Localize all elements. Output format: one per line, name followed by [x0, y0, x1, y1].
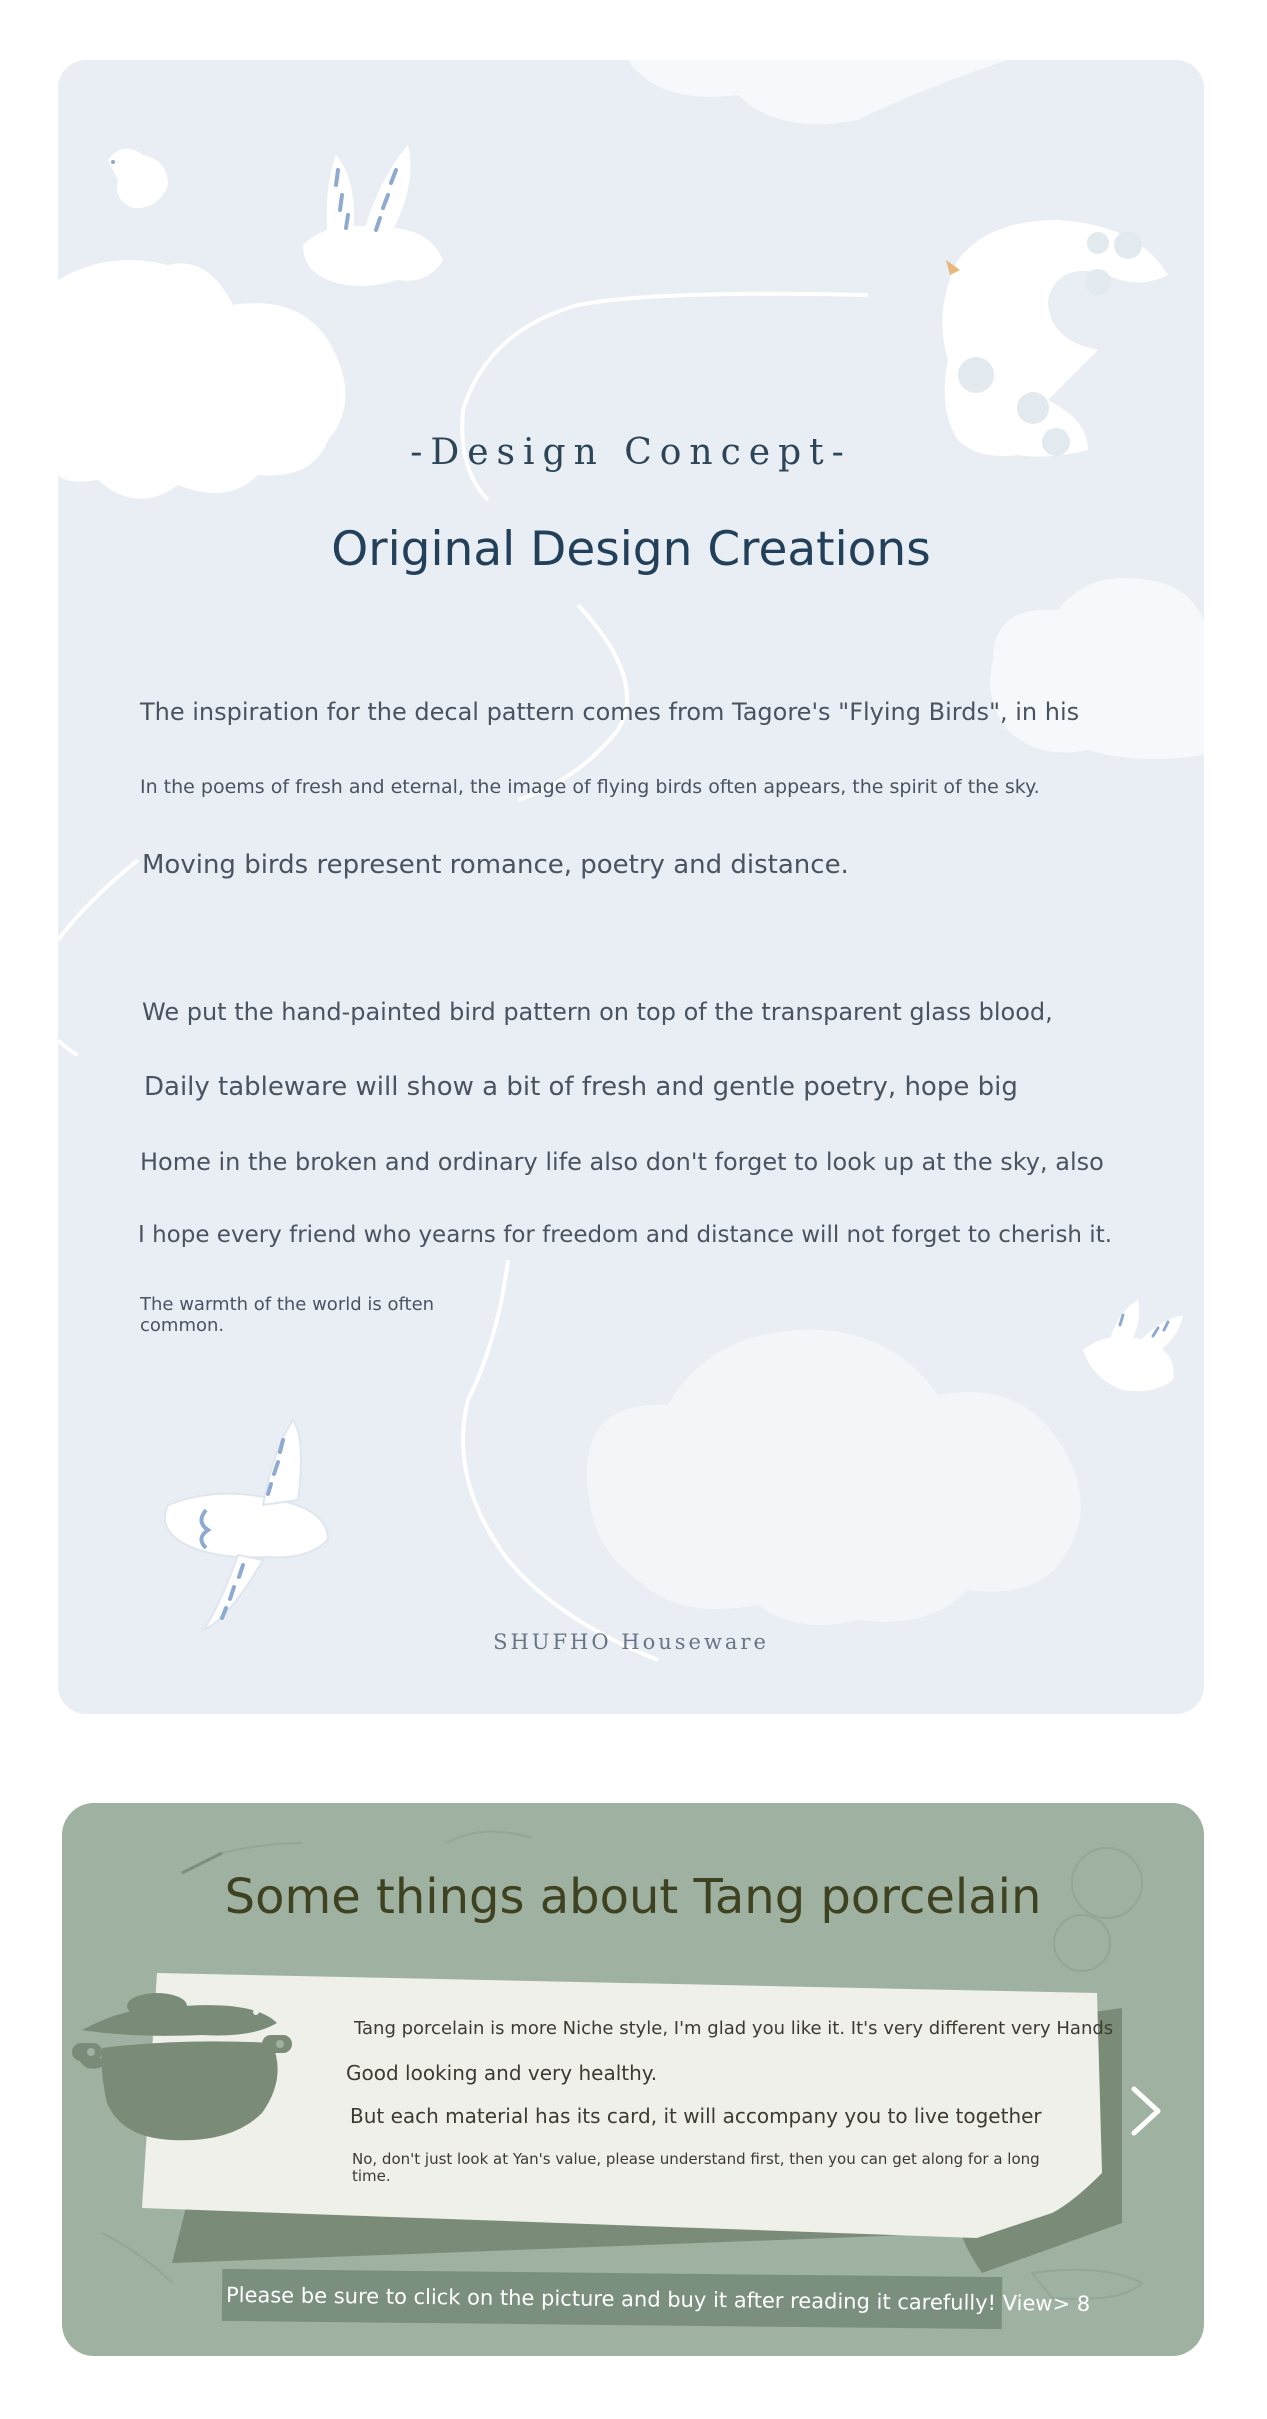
moon-icon [942, 220, 1168, 457]
paragraph: The inspiration for the decal pattern comes from Tagore's "Flying Birds", in his [140, 698, 1080, 726]
paragraph: In the poems of fresh and eternal, the image of flying birds often appears, the spirit of the sky. [140, 776, 1040, 798]
paragraph: No, don't just look at Yan's value, please understand first, then you can get along for a long [352, 2150, 1040, 2168]
cloud-icon [587, 1330, 1081, 1625]
design-concept-card [58, 60, 1204, 1714]
paragraph: time. [352, 2167, 391, 2185]
brand-name: SHUFHO Houseware [493, 1630, 769, 1654]
next-button[interactable] [1124, 2081, 1168, 2141]
bird-icon [108, 149, 168, 209]
bird-icon [1083, 1300, 1183, 1391]
bird-icon [165, 1420, 328, 1630]
paragraph: Daily tableware will show a bit of fresh and gentle poetry, hope big [144, 1072, 1018, 1102]
cloud-icon [628, 60, 1008, 124]
cloud-icon [990, 578, 1204, 759]
paragraph: We put the hand-painted bird pattern on top of the transparent glass blood, [142, 998, 1053, 1026]
paragraph: common. [140, 1315, 225, 1336]
bird-icon [303, 145, 443, 286]
section-title: Original Design Creations [331, 522, 931, 577]
view-details-button[interactable]: Please be sure to click on the picture and buy it after reading it carefully! View> 8 [222, 2269, 1003, 2329]
section-subtitle: -Design Concept- [410, 432, 852, 473]
paragraph: Home in the broken and ordinary life also don't forget to look up at the sky, also [140, 1148, 1104, 1176]
paragraph: Good looking and very healthy. [346, 2061, 658, 2085]
paragraph: But each material has its card, it will accompany you to live together [350, 2104, 1042, 2128]
sky-illustration [58, 60, 1204, 1714]
paragraph: The warmth of the world is often [140, 1294, 435, 1315]
paragraph: I hope every friend who yearns for freedom and distance will not forget to cherish it. [138, 1222, 1113, 1248]
chevron-right-icon [1124, 2081, 1168, 2141]
paragraph: Moving birds represent romance, poetry and distance. [142, 850, 849, 880]
tang-porcelain-card [62, 1803, 1204, 2356]
paragraph: Tang porcelain is more Niche style, I'm glad you like it. It's very different very Hands [354, 2018, 1114, 2039]
section-title: Some things about Tang porcelain [224, 1869, 1042, 1925]
